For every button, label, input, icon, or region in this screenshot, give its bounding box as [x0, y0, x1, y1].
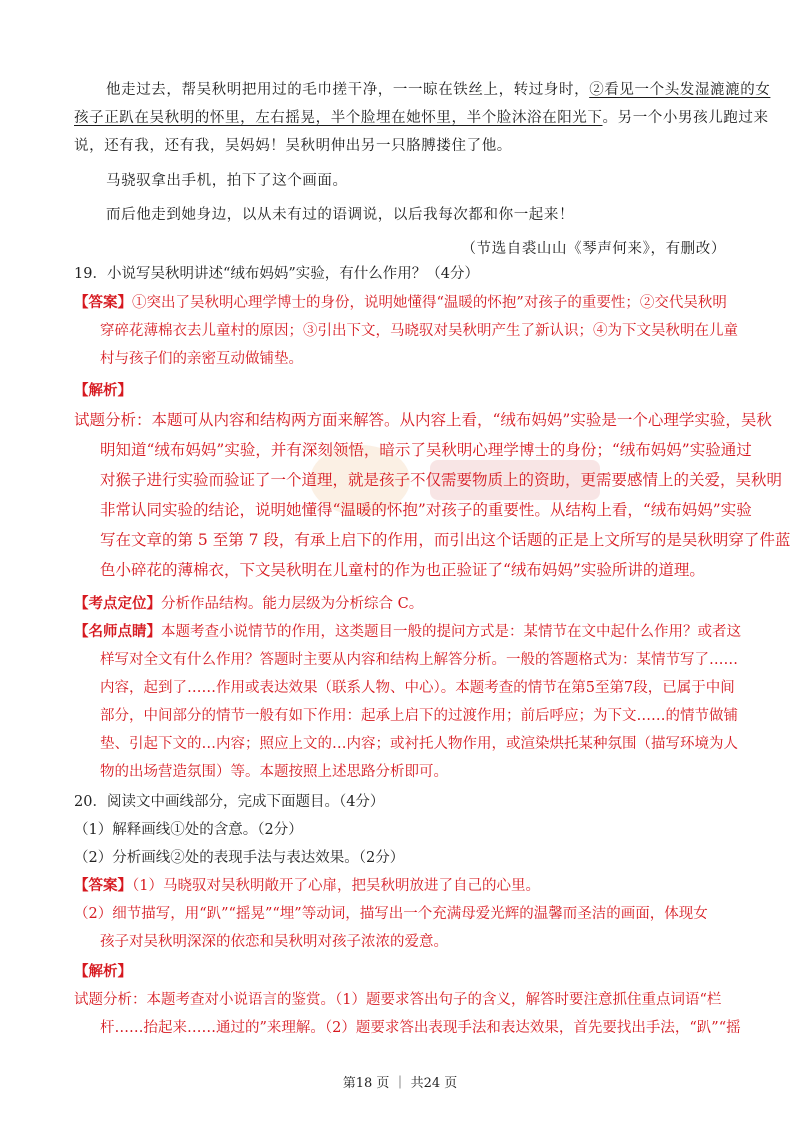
- question-20-sub1: （1）解释画线①处的含意。（2分）: [74, 822, 303, 838]
- analysis-20-line: 杆……抬起来……通过的”来理解。（2）题要求答出表现手法和表达效果，首先要找出手法，“趴”“摇: [100, 1020, 741, 1036]
- answer-20: 【答案】（1）马晓驭对吴秋明敞开了心扉，把吴秋明放进了自己的心里。: [74, 877, 540, 894]
- story-line: 说，还有我，还有我，吴妈妈！吴秋明伸出另一只胳膊搂住了他。: [74, 138, 512, 154]
- story-line: 孩子正趴在吴秋明的怀里，左右摇晃，半个脸埋在她怀里，半个脸沐浴在阳光下。另一个小男孩儿跑过来: [74, 110, 769, 126]
- answer-20-line: （2）细节描写，用“趴”“摇晃”“埋”等动词，描写出一个充满母爱光辉的温馨而圣洁的画面，体现女: [74, 906, 708, 922]
- story-paragraph: 而后他走到她身边，以从未有过的语调说，以后我每次都和你一起来！: [106, 207, 575, 223]
- analysis-20-line: 试题分析：本题考查对小说语言的鉴赏。（1）题要求答出句子的含义，解答时要注意抓住重点词语“栏: [74, 992, 722, 1008]
- answer-19-line: 村与孩子们的亲密互动做铺垫。: [100, 351, 303, 367]
- answer-tag: 【答案】: [74, 877, 132, 894]
- analysis-19-line: 试题分析：本题可从内容和结构两方面来解答。从内容上看，“绒布妈妈”实验是一个心理学实验，吴秋: [74, 411, 772, 429]
- tips-19-line: 物的出场营造氛围）等。本题按照上述思路分析即可。: [100, 764, 448, 780]
- underline-2-start: ②看见一个头发湿漉漉的女: [589, 82, 771, 98]
- question-19: 19．小说写吴秋明讲述“绒布妈妈”实验，有什么作用？（4分）: [74, 266, 479, 282]
- source-citation: （节选自裘山山《琴声何来》，有删改）: [461, 241, 726, 257]
- tips-19-line: 样写对全文有什么作用？答题时主要从内容和结构上解答分析。一般的答题格式为：某情节写了……: [100, 652, 738, 668]
- kaodian-19: 【考点定位】分析作品结构。能力层级为分析综合 C。: [74, 595, 424, 612]
- analysis-19-line: 非常认同实验的结论，说明她懂得“温暖的怀抱”对孩子的重要性。从结构上看，“绒布妈妈”实验: [100, 501, 752, 519]
- answer-tag: 【答案】: [74, 294, 132, 311]
- analysis-19-line: 明知道“绒布妈妈”实验，并有深刻领悟，暗示了吴秋明心理学博士的身份；“绒布妈妈”实验通过: [100, 441, 752, 459]
- story-paragraph: 马骁驭拿出手机，拍下了这个画面。: [106, 173, 348, 189]
- analysis-19-line: 写在文章的第 5 至第 7 段，有承上启下的作用，而引出这个话题的正是上文所写的是吴秋明穿了件蓝: [100, 531, 791, 549]
- tips-19: 【名师点睛】本题考查小说情节的作用，这类题目一般的提问方式是：某情节在文中起什么作用？或者这: [74, 623, 741, 640]
- answer-19: 【答案】①突出了吴秋明心理学博士的身份，说明她懂得“温暖的怀抱”对孩子的重要性；②交代吴秋明: [74, 294, 727, 311]
- underline-2-end: 孩子正趴在吴秋明的怀里，左右摇晃，半个脸埋在她怀里，半个脸沐浴在阳光下: [74, 110, 603, 126]
- analysis-tag: 【解析】: [74, 382, 132, 399]
- story-line: 他走过去，帮吴秋明把用过的毛巾搓干净，一一晾在铁丝上，转过身时，②看见一个头发湿漉漉的女: [106, 82, 771, 98]
- answer-20-line: 孩子对吴秋明深深的依恋和吴秋明对孩子浓浓的爱意。: [100, 934, 448, 950]
- question-20: 20．阅读文中画线部分，完成下面题目。（4分）: [74, 794, 385, 810]
- tips-19-line: 内容，起到了……作用或表达效果（联系人物、中心）。本题考查的情节在第5至第7段，已属于中间: [100, 680, 735, 696]
- page-footer: 第18 页 ｜ 共24 页: [342, 1076, 458, 1091]
- analysis-19-line: 色小碎花的薄棉衣，下文吴秋明在儿童村的作为也正验证了“绒布妈妈”实验所讲的道理。: [100, 561, 705, 579]
- answer-19-line: 穿碎花薄棉衣去儿童村的原因；③引出下文，马晓驭对吴秋明产生了新认识；④为下文吴秋明在儿童: [100, 323, 738, 339]
- tips-19-line: 垫、引起下文的…内容；照应上文的…内容；或衬托人物作用，或渲染烘托某种氛围（描写环境为人: [100, 736, 738, 752]
- analysis-tag: 【解析】: [74, 963, 132, 980]
- analysis-19-line: 对猴子进行实验而验证了一个道理，就是孩子不仅需要物质上的资助，更需要感情上的关爱，吴秋明: [100, 471, 783, 489]
- question-20-sub2: （2）分析画线②处的表现手法与表达效果。（2分）: [74, 850, 405, 866]
- tips-19-line: 部分，中间部分的情节一般有如下作用：起承上启下的过渡作用；前后呼应；为下文……的情节做铺: [100, 708, 738, 724]
